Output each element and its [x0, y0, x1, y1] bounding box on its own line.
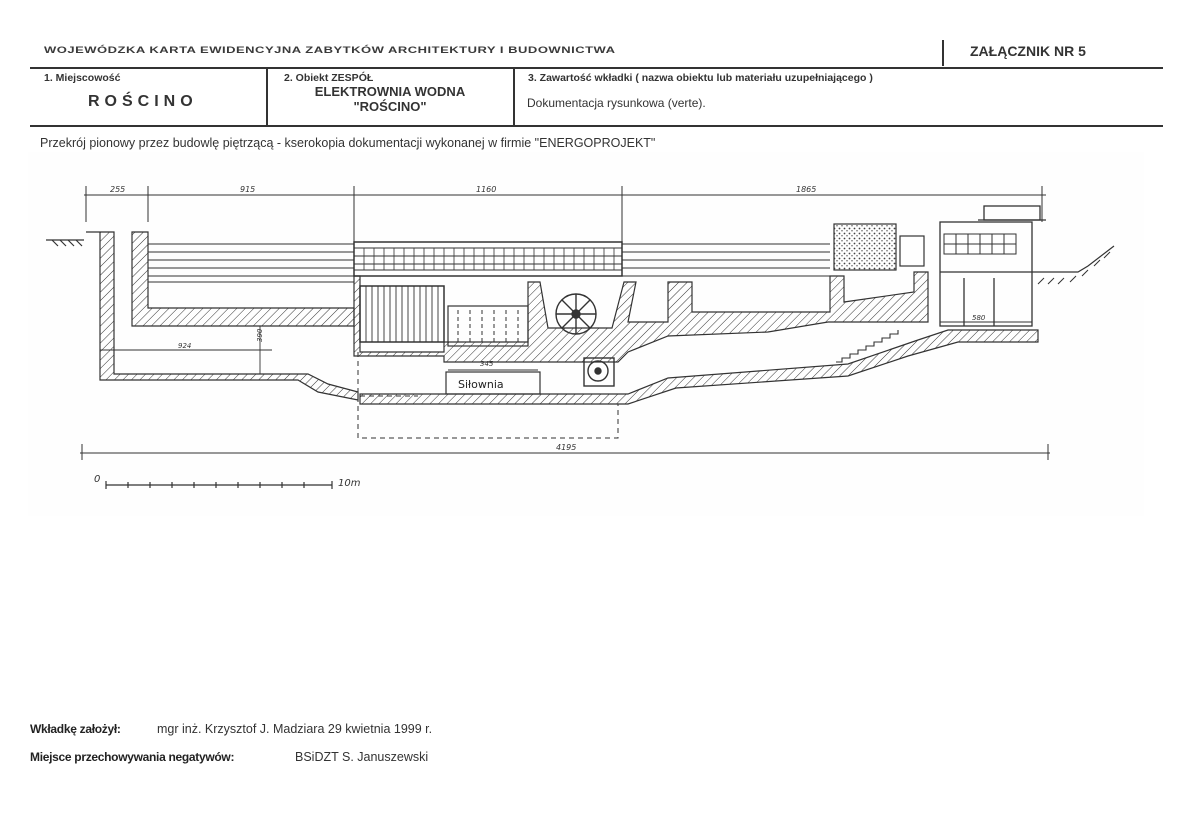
dim-inner-4: 580 [972, 314, 986, 322]
dim-inner-2: 390 [256, 328, 264, 342]
content-value: Dokumentacja rysunkowa (verte). [527, 96, 706, 110]
location-label: 1. Miejscowość [44, 72, 121, 84]
header-divider [942, 40, 944, 66]
cross-section-panel [28, 152, 1144, 516]
author-label: Wkładkę założył: [30, 722, 121, 736]
dim-top-4: 1865 [796, 185, 817, 194]
dim-top-3: 1160 [476, 185, 497, 194]
content-label: 3. Zawartość wkładki ( nazwa obiektu lub materiału uzupełniającego ) [528, 72, 873, 84]
table-top-rule [30, 67, 1163, 69]
card-header-title: WOJEWÓDZKA KARTA EWIDENCYJNA ZABYTKÓW ARCHITEKTURY I BUDOWNICTWA [44, 44, 616, 56]
outlet-grid [944, 234, 1016, 254]
cross-section-drawing [28, 152, 1144, 516]
annex-number: ZAŁĄCZNIK NR 5 [970, 43, 1086, 59]
table-bottom-rule [30, 125, 1163, 127]
bay-dashes [458, 310, 518, 342]
location-value: ROŚCINO [88, 93, 198, 110]
dim-top-1: 255 [110, 185, 126, 194]
dim-inner-3: 345 [480, 360, 494, 368]
object-value [270, 84, 510, 114]
gravel-fill [834, 224, 896, 270]
outlet-building [940, 206, 1046, 326]
downstream-water [622, 244, 830, 276]
table-col-divider-2 [513, 67, 515, 127]
dim-top-2: 915 [240, 185, 256, 194]
dim-total: 4195 [556, 443, 577, 452]
storage-label: Miejsce przechowywania negatywów: [30, 750, 235, 764]
ground-left [46, 240, 84, 246]
author-value: mgr inż. Krzysztof J. Madziara 29 kwietnia 1999 r. [157, 722, 433, 736]
foundation-slab [360, 330, 1038, 404]
top-dimension-line [84, 186, 1046, 242]
scale-end: 10m [338, 478, 361, 489]
storage-value: BSiDZT S. Januszewski [295, 750, 429, 764]
object-value-line-1: ELEKTROWNIA WODNA [314, 84, 466, 99]
object-value-line-2: "ROŚCINO" [353, 99, 427, 114]
upstream-channel-wall [132, 232, 354, 326]
bridge-posts [364, 248, 614, 270]
powerhouse-label: Siłownia [458, 378, 504, 391]
scale-bar [106, 481, 332, 489]
ground-right [1032, 246, 1114, 272]
object-label: 2. Obiekt ZESPÓŁ [284, 72, 374, 84]
turbine-wheel [556, 294, 596, 334]
dim-inner-1: 924 [178, 342, 192, 350]
table-col-divider-1 [266, 67, 268, 127]
trash-rack-bars [366, 286, 438, 342]
upstream-water [148, 244, 354, 282]
scale-start: 0 [94, 474, 101, 485]
small-chamber [900, 236, 924, 266]
drawing-caption: Przekrój pionowy przez budowlę piętrzącą - kserokopia dokumentacji wykonanej w firmie "ENERGOPROJEKT" [40, 136, 656, 150]
bay-block [448, 306, 528, 346]
